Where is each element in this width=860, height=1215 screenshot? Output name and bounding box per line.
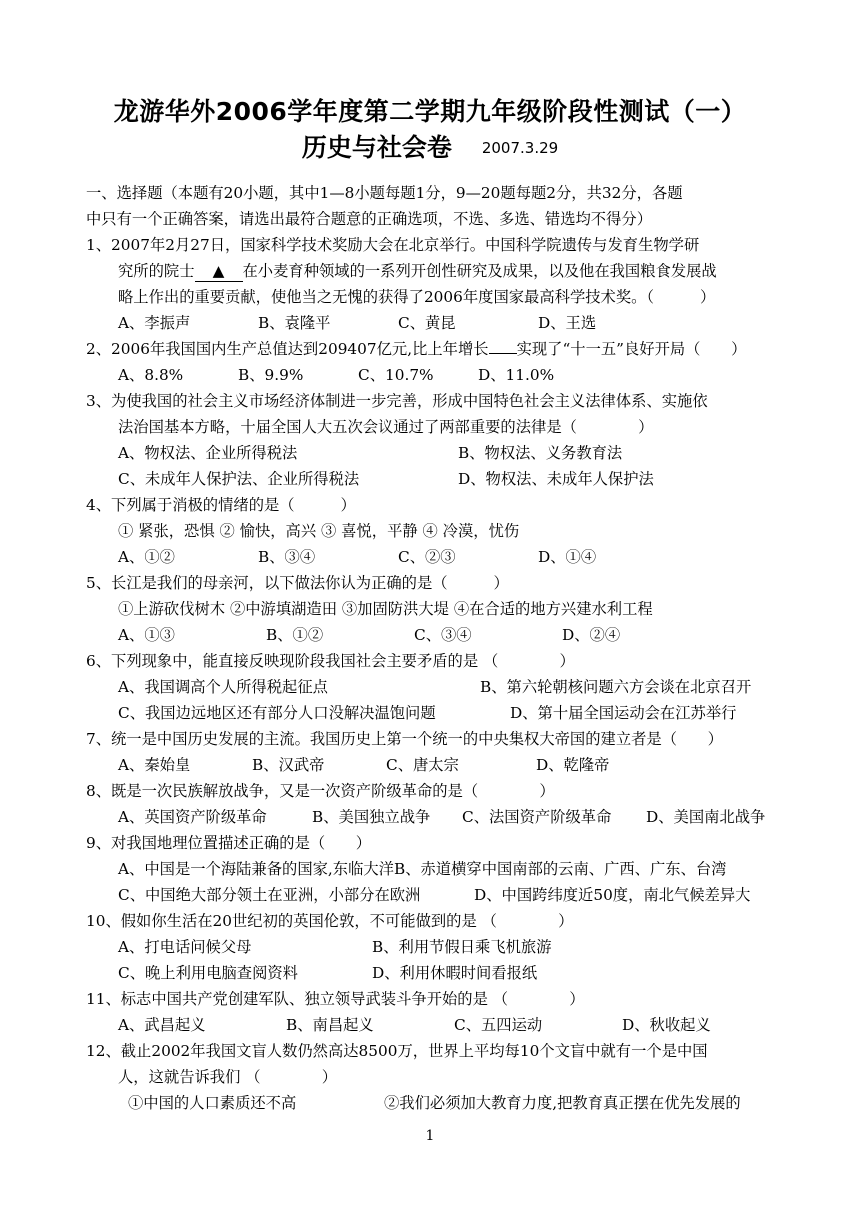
page-subtitle	[0, 128, 860, 164]
question-12: 12、截止2002年我国文盲人数仍然高达8500万，世界上平均每10个文盲中就有一个是中国	[86, 1042, 708, 1060]
question-11: 11、标志中国共产党创建军队、独立领导武装斗争开始的是 （ ）	[86, 990, 585, 1008]
question-6-options: A、我国调高个人所得税起征点 B、第六轮朝核问题六方会谈在北京召开	[118, 678, 752, 696]
question-4-options: A、①② B、③④ C、②③ D、①④	[118, 548, 597, 566]
question-4-statements: ① 紧张，恐惧 ② 愉快，高兴 ③ 喜悦，平静 ④ 冷漠，忧伤	[118, 522, 520, 540]
question-3: 3、为使我国的社会主义市场经济体制进一步完善，形成中国特色社会主义法律体系、实施依	[86, 392, 708, 410]
question-10: 10、假如你生活在20世纪初的英国伦敦，不可能做到的是 （ ）	[86, 912, 574, 930]
question-1-options: A、李振声 B、袁隆平 C、黄昆 D、王选	[118, 314, 597, 332]
question-3-options: C、未成年人保护法、企业所得税法 D、物权法、未成年人保护法	[118, 470, 654, 488]
question-3-options: A、物权法、企业所得税法 B、物权法、义务教育法	[118, 444, 623, 462]
subject-title: 历史与社会卷	[301, 133, 452, 162]
question-12-cont: 人，这就告诉我们 （ ）	[118, 1068, 338, 1086]
section-intro: 中只有一个正确答案，请选出最符合题意的正确选项，不选、多选、错选均不得分）	[86, 210, 652, 228]
section-intro: 一、选择题（本题有20小题，其中1—8小题每题1分，9—20题每题2分，共32分，各题	[86, 184, 683, 202]
question-6: 6、下列现象中，能直接反映现阶段我国社会主要矛盾的是 （ ）	[86, 652, 575, 670]
question-1: 1、2007年2月27日，国家科学技术奖励大会在北京举行。中国科学院遗传与发育生物学研	[86, 236, 700, 254]
question-4: 4、下列属于消极的情绪的是（ ）	[86, 496, 356, 514]
exam-content	[86, 180, 798, 1116]
question-5: 5、长江是我们的母亲河，以下做法你认为正确的是（ ）	[86, 574, 509, 592]
question-10-options: A、打电话问候父母 B、利用节假日乘飞机旅游	[118, 938, 552, 956]
question-3-cont: 法治国基本方略，十届全国人大五次会议通过了两部重要的法律是（ ）	[118, 418, 654, 436]
question-5-options: A、①③ B、①② C、③④ D、②④	[118, 626, 621, 644]
question-9: 9、对我国地理位置描述正确的是（ ）	[86, 834, 372, 852]
answer-blank: ▲	[195, 261, 243, 282]
question-8-options: A、英国资产阶级革命 B、美国独立战争 C、法国资产阶级革命 D、美国南北战争	[118, 808, 766, 826]
page-number: 1	[425, 1128, 435, 1144]
exam-date: 2007.3.29	[481, 139, 559, 157]
question-9-options: A、中国是一个海陆兼备的国家,东临大洋B、赤道横穿中国南部的云南、广西、广东、台湾	[118, 860, 727, 878]
question-8: 8、既是一次民族解放战争，又是一次资产阶级革命的是（ ）	[86, 782, 555, 800]
question-5-statements: ①上游砍伐树木 ②中游填湖造田 ③加固防洪大堤 ④在合适的地方兴建水利工程	[118, 600, 653, 618]
question-1-cont: 究所的院士 ▲ 在小麦育种领域的一系列开创性研究及成果，以及他在我国粮食发展战	[118, 262, 717, 280]
question-7: 7、统一是中国历史发展的主流。我国历史上第一个统一的中央集权大帝国的建立者是（ ）	[86, 730, 723, 748]
question-6-options: C、我国边远地区还有部分人口没解决温饱问题 D、第十届全国运动会在江苏举行	[118, 704, 737, 722]
question-11-options: A、武昌起义 B、南昌起义 C、五四运动 D、秋收起义	[118, 1016, 711, 1034]
question-9-options: C、中国绝大部分领土在亚洲，小部分在欧洲 D、中国跨纬度近50度，南北气候差异大	[118, 886, 751, 904]
question-12-statements: ①中国的人口素质还不高 ②我们必须加大教育力度,把教育真正摆在优先发展的	[128, 1094, 741, 1112]
question-10-options: C、晚上利用电脑查阅资料 D、利用休暇时间看报纸	[118, 964, 538, 982]
question-2: 2、2006年我国国内生产总值达到209407亿元,比上年增长 实现了“十一五”良好开局（ ）	[86, 340, 747, 358]
question-7-options: A、秦始皇 B、汉武帝 C、唐太宗 D、乾隆帝	[118, 756, 610, 774]
answer-blank	[489, 353, 517, 354]
page-title: 龙游华外2006学年度第二学期九年级阶段性测试（一）	[113, 97, 747, 126]
question-1-cont: 略上作出的重要贡献，使他当之无愧的获得了2006年度国家最高科学技术奖。（ ）	[118, 288, 716, 306]
question-2-options: A、8.8% B、9.9% C、10.7% D、11.0%	[118, 366, 555, 384]
